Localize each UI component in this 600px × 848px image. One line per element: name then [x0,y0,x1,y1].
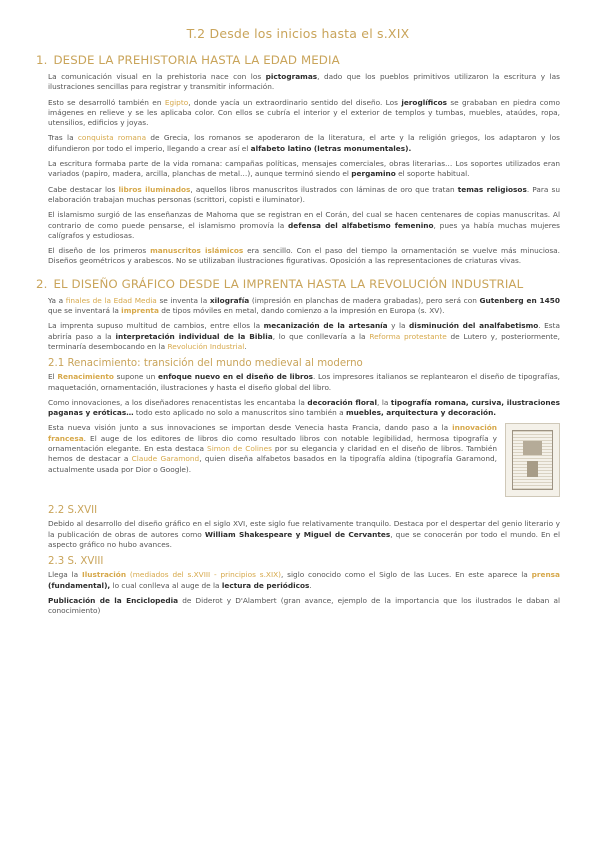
paragraph: Esta nueva visión junto a sus innovaciones se importan desde Venecia hasta Francia, dando paso a la innovación francesa. El auge de los editores de libros dio como resultado libros con notable legibilidad, hermosa tipografía y ornamentación elegante. En esta destaca Simon de Colines por su elegancia y claridad en el diseño de libros. También hemos de destacar a Claude Garamond, quien diseña alfabetos basados en la tipografía aldina (tipografía Garamond, actualmente usada por Dior o Google). [48,423,560,474]
section-2-heading: 2. EL DISEÑO GRÁFICO DESDE LA IMPRENTA HASTA LA REVOLUCIÓN INDUSTRIAL [36,276,524,291]
paragraph: Tras la conquista romana de Grecia, los romanos se apoderaron de la literatura, el arte y la religión griegos, los adaptaron y los difundieron por todo el imperio, llegando a crear así el alfabeto latino (letras monumentales). [48,133,560,153]
paragraph: La escritura formaba parte de la vida romana: campañas políticas, mensajes comerciales, obras literarias… Los soportes utilizados eran variados (papiro, madera, arcilla, planchas de metal…), aunque terminó siendo el pergamino el soporte habitual. [48,159,560,179]
paragraph: La imprenta supuso multitud de cambios, entre ellos la mecanización de la artesanía y la disminución del analfabetismo. Esta abriría paso a la interpretación individual de la Biblia, lo que conllevaría a la Reforma protestante de Lutero y, posteriormente, terminaría desembocando en la Revolución Industrial. [48,321,560,351]
document-title: T.2 Desde los inicios hasta el s.XIX [186,26,410,41]
paragraph: El diseño de los primeros manuscritos islámicos era sencillo. Con el paso del tiempo la ornamentación se vuelve más minuciosa. Diseños geométricos y arabescos. No se utilizaban ilustraciones figurativas. Oposición a las representaciones de criaturas vivas. [48,246,561,266]
section-1-heading: 1. DESDE LA PREHISTORIA HASTA LA EDAD MEDIA [36,53,340,67]
paragraph: La comunicación visual en la prehistoria nace con los pictogramas, dado que los pueblos primitivos utilizaron la escritura y las ilustraciones sencillas para registrar y transmitir información. [48,72,560,92]
paragraph: Esto se desarrolló también en Egipto, donde yacía un extraordinario sentido del diseño. Los jeroglíficos se grababan en piedra como imágenes en relieve y se les aplicaba color. Con ellos se cubría el interior y el exterior de templos y tumbas, muebles, ataúdes, ropa, utensilios, edificios y joyas. [48,97,560,128]
paragraph: El Renacimiento supone un enfoque nuevo en el diseño de libros. Los impresores italianos se replantearon el diseño de tipografías, maquetación, ornamentación, ilustraciones y hasta el diseño global del libro. [48,372,561,392]
subsection-2-2-heading: 2.2 S.XVII [48,505,98,517]
subsection-2-1-heading: 2.1 Renacimiento: transición del mundo medieval al moderno [48,358,363,370]
paragraph: Llega la Ilustración (mediados del s.XVIII - principios s.XIX), siglo conocido como el Siglo de las Luces. En este aparece la prensa (fundamental), lo cual conlleva al auge de la lectura de periódicos. [48,570,561,590]
paragraph: El islamismo surgió de las enseñanzas de Mahoma que se registran en el Corán, del cual se hacen centenares de copias manuscritas. Al contrario de como puede pensarse, el islamismo promovía la defensa del alfabetismo femenino, pues ya había muchas mujeres calígrafos y estudiosas. [48,210,561,240]
paragraph: Como innovaciones, a los diseñadores renacentistas les encantaba la decoración floral, la tipografía romana, cursiva, ilustraciones paganas y eróticas… todo esto aplicado no solo a manuscritos sino también a muebles, arquitectura y decoración. [48,397,561,418]
paragraph: Ya a finales de la Edad Media se inventa la xilografía (impresión en planchas de madera grabadas), pero será con Gutenberg en 1450 que se inventará la imprenta de tipos móviles en metal, dando comienzo a la impresión en Europa (s. XV). [48,295,560,316]
paragraph: Cabe destacar los libros iluminados, aquellos libros manuscritos ilustrados con láminas de oro que tratan temas religiosos. Para su elaboración trabajan muchas personas (scrittori, copisti e iluminator). [48,184,560,204]
subsection-2-3-heading: 2.3 S. XVIII [48,556,104,568]
paragraph: Publicación de la Enciclopedia de Diderot y D'Alambert (gran avance, ejemplo de la importancia que los ilustrados le daban al conocimiento) [48,595,560,616]
paragraph: Debido al desarrollo del diseño gráfico en el siglo XVI, este siglo fue relativamente tranquilo. Destaca por el despertar del genio literario y la publicación de obras de autores como William Shakespeare y Miguel de Cervantes, que se conocerán por todo el mundo. En el aspecto gráfico no hubo avances. [48,519,560,550]
book-page-image [505,423,560,497]
